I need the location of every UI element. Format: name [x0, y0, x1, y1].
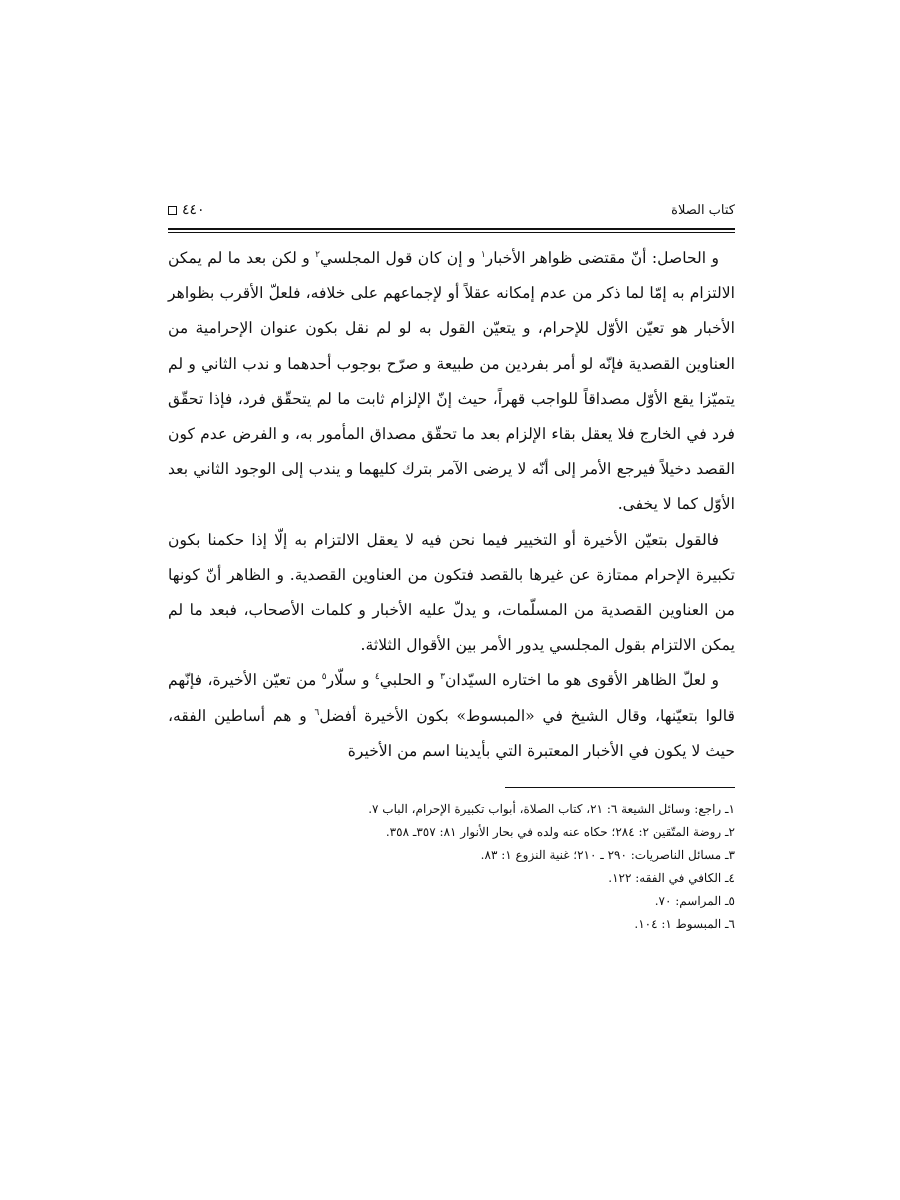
- text-segment: من تعيّن الأخيرة، فإنّهم قالوا بتعيّنها، وقال الشيخ في «المبسوط» بكون الأخيرة أفضل: [168, 671, 735, 725]
- text-segment: فالقول بتعيّن الأخيرة أو التخيير فيما نحن فيه لا يعقل الالتزام به إلّا إذا حكمنا بكون تكبيرة الإحرام ممتازة عن غيرها بالقصد فتكون من العناوين القصدية. و الظاهر أنّ كونها من العناوين القصدية من المسلّمات، و يدلّ عليه الأخبار و كلمات الأصحاب، فبعد ما لم يمكن الالتزام بقول المجلسي يدور الأمر بين الأقوال الثلاثة.: [168, 530, 735, 655]
- footnote: ٦ـ المبسوط ١: ١٠٤.: [634, 917, 735, 932]
- footnote-marker[interactable]: ٥: [321, 672, 327, 683]
- footnote-marker[interactable]: ٢: [315, 249, 320, 260]
- text-segment: و الحلبي: [379, 671, 441, 690]
- page-number: ٤٤٠: [182, 202, 205, 218]
- square-icon: [168, 206, 177, 215]
- text-segment: و لعلّ الظاهر الأقوى هو ما اختاره السيّدان: [444, 671, 719, 690]
- footnote: ٥ـ المراسم: ٧٠.: [654, 894, 735, 909]
- text-segment: و الحاصل: أنّ مقتضى ظواهر الأخبار: [485, 249, 719, 267]
- footnote-marker[interactable]: ٤: [374, 672, 380, 683]
- footnote: ١ـ راجع: وسائل الشيعة ٦: ٢١، كتاب الصلاة، أبواب تكبيرة الإحرام، الباب ٧.: [368, 802, 735, 817]
- footnote: ٣ـ مسائل الناصريات: ٢٩٠ ـ ٢١٠؛ غنية النزوع ١: ٨٣.: [480, 848, 735, 863]
- footnotes: [168, 798, 735, 936]
- header-rule-thin: [168, 232, 735, 233]
- body-paragraph: [168, 241, 735, 523]
- text-segment: و إن كان قول المجلسي: [319, 249, 481, 267]
- running-header: [168, 200, 735, 228]
- book-page: [168, 200, 735, 936]
- footnote: ٢ـ روضة المتّقين ٢: ٢٨٤؛ حكاه عنه ولده في بحار الأنوار ٨١: ٣٥٧ـ ٣٥٨.: [385, 825, 735, 840]
- footnote-marker[interactable]: ٦: [314, 707, 320, 718]
- text-segment: و سلّار: [326, 671, 375, 690]
- body-paragraph: [168, 663, 735, 769]
- page-number-block: [168, 202, 205, 218]
- body-text: [168, 241, 735, 769]
- text-segment: و هم أساطين الفقه، حيث لا يكون في الأخبار المعتبرة التي بأيدينا اسم من الأخيرة: [168, 706, 735, 760]
- header-rule-thick: [168, 228, 735, 230]
- text-segment: و لكن بعد ما لم يمكن الالتزام به إمّا لما ذكر من عدم إمكانه عقلاً أو لإجماعهم على خلافه، فلعلّ الأقرب بظواهر الأخبار هو تعيّن الأوّل للإحرام، و يتعيّن القول به لو لم نقل بكون عنوان الإحرامية من العناوين القصدية فإنّه لو أمر بفردين من طبيعة و صرّح بوجوب أحدهما و ندب الثاني و لم يتميّزا يقع الأوّل مصداقاً للواجب قهراً، حيث إنّ الإلزام ثابت ما لم يتحقّق فرد، فإذا تحقّق فرد في الخارج فلا يعقل بقاء الإلزام بعد ما تحقّق مصداق المأمور به، و الفرض عدم كون القصد دخيلاً فيرجع الأمر إلى أنّه لا يرضى الآمر بترك كليهما و يندب إلى الوجود الثاني بعد الأوّل كما لا يخفى.: [168, 249, 735, 514]
- footnote-separator: [505, 787, 735, 788]
- footnote-marker[interactable]: ١: [480, 249, 486, 260]
- footnote: ٤ـ الكافي في الفقه: ١٢٢.: [608, 871, 735, 886]
- body-paragraph: [168, 523, 735, 664]
- footnote-marker[interactable]: ٣: [440, 672, 445, 683]
- running-title: كتاب الصلاة: [671, 203, 735, 218]
